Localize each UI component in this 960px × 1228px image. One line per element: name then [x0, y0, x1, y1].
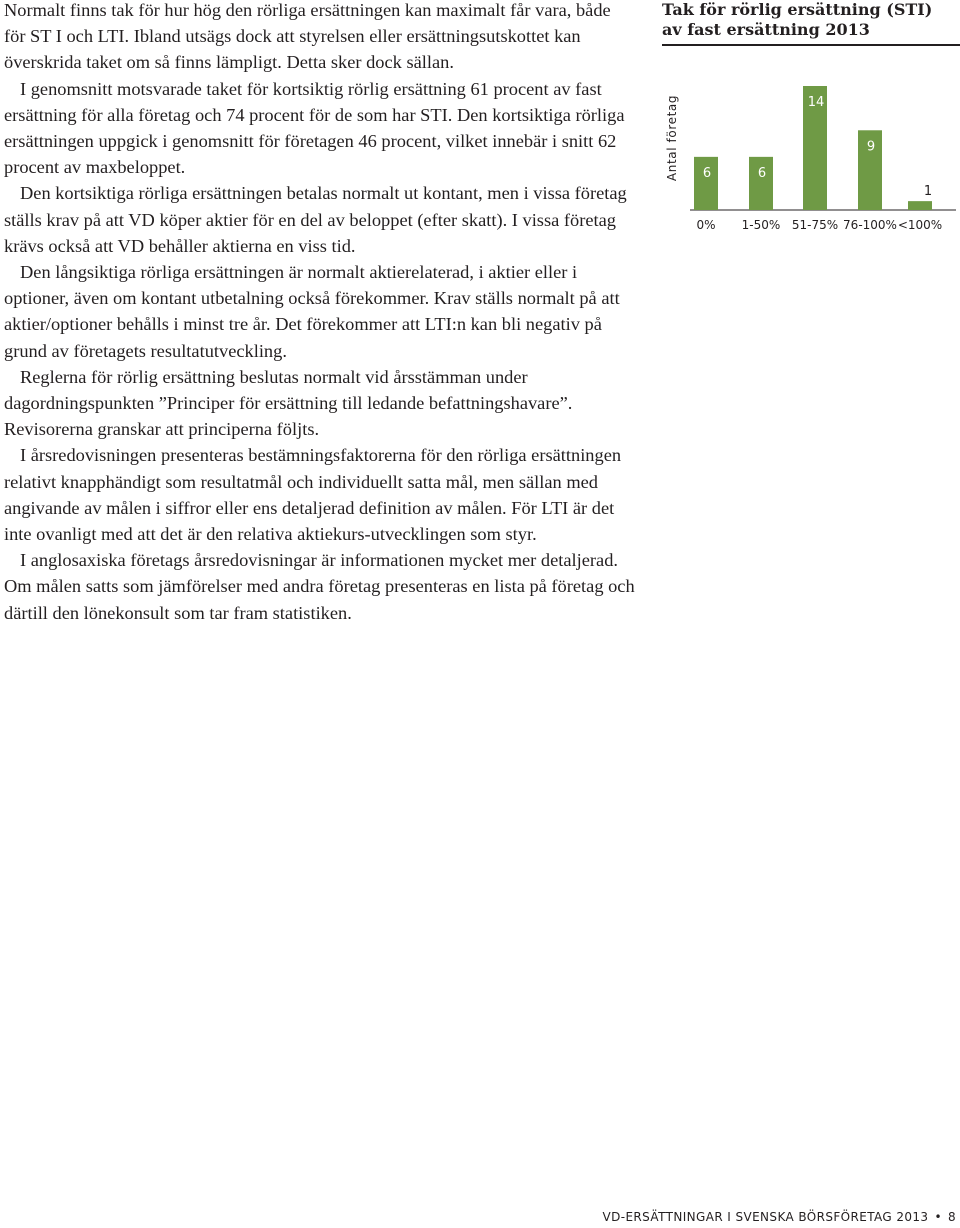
bar — [908, 201, 932, 210]
bar-chart — [660, 58, 958, 258]
category-label: <100% — [897, 218, 943, 232]
paragraph: Den kortsiktiga rörliga ersättningen betalas normalt ut kontant, men i vissa företag ställs krav på att VD köper aktier för en del av beloppet (efter skatt). I vissa företag krävs också att VD behåller aktierna en viss tid. — [4, 183, 627, 256]
chart-title — [662, 0, 960, 40]
data-label: 1 — [923, 184, 933, 200]
title-rule — [662, 44, 960, 46]
body-text — [4, 0, 636, 626]
bar — [694, 157, 718, 210]
paragraph: Den långsiktiga rörliga ersättningen är normalt aktierelaterad, i aktier eller i optioner, även om kontant utbetalning också förekommer. Krav ställs normalt på att aktier/optioner behålls i minst tre år. Det förekommer att LTI:n kan bli negativ på grund av företagets resultatutveckling. — [4, 262, 620, 361]
chart-title-line-2: av fast ersättning 2013 — [662, 20, 870, 39]
paragraph: Reglerna för rörlig ersättning beslutas normalt vid årsstämman under dagordningspunkten ”Principer för ersättning till ledande befattningshavare”. Revisorerna granskar att principerna följts. — [4, 366, 573, 440]
footer-separator: • — [934, 1210, 942, 1224]
data-label: 6 — [757, 165, 767, 181]
page-number: 8 — [947, 1210, 956, 1224]
category-label: 51-75% — [791, 218, 839, 232]
chart-title-line-1: Tak för rörlig ersättning (STI) — [662, 0, 933, 19]
category-label: 76-100% — [843, 218, 897, 232]
data-label: 9 — [866, 139, 876, 155]
data-label: 6 — [702, 165, 712, 181]
data-label: 14 — [807, 95, 825, 110]
page-footer — [602, 1210, 956, 1224]
chart-sidebar — [662, 0, 960, 40]
category-label: 0% — [696, 218, 716, 232]
y-axis-label: Antal företag — [665, 94, 679, 182]
paragraph: I genomsnitt motsvarade taket för kortsiktig rörlig ersättning 61 procent av fast ersättning för alla företag och 74 procent för de som har STI. Den kortsiktiga rörliga ersättningen uppgick i genomsnitt för företagen 46 procent, vilket innebär i snitt 62 procent av maxbeloppet. — [4, 78, 625, 178]
paragraph: I årsredovisningen presenteras bestämningsfaktorerna för den rörliga ersättningen relativt knapphändigt som resultatmål och individuellt satta mål, men sällan med angivande av målen i siffror eller ens detaljerad definition av målen. För LTI är det inte ovanligt med att det är den relativa aktiekurs-utvecklingen som styr. — [4, 445, 622, 545]
paragraph: I anglosaxiska företags årsredovisningar är informationen mycket mer detaljerad. Om målen satts som jämförelser med andra företag presenteras en lista på företag och därtill den lönekonsult som tar fram statistiken. — [4, 550, 635, 623]
publication-name: VD-ERSÄTTNINGAR I SVENSKA BÖRSFÖRETAG 2013 — [602, 1210, 929, 1224]
paragraph: Normalt finns tak för hur hög den rörliga ersättningen kan maximalt får vara, både för ST I och LTI. Ibland utsägs dock att styrelsen eller ersättningsutskottet kan överskrida taket om så finns lämpligt. Detta sker dock sällan. — [4, 0, 611, 73]
bar — [749, 157, 773, 210]
category-label: 1-50% — [741, 218, 781, 232]
